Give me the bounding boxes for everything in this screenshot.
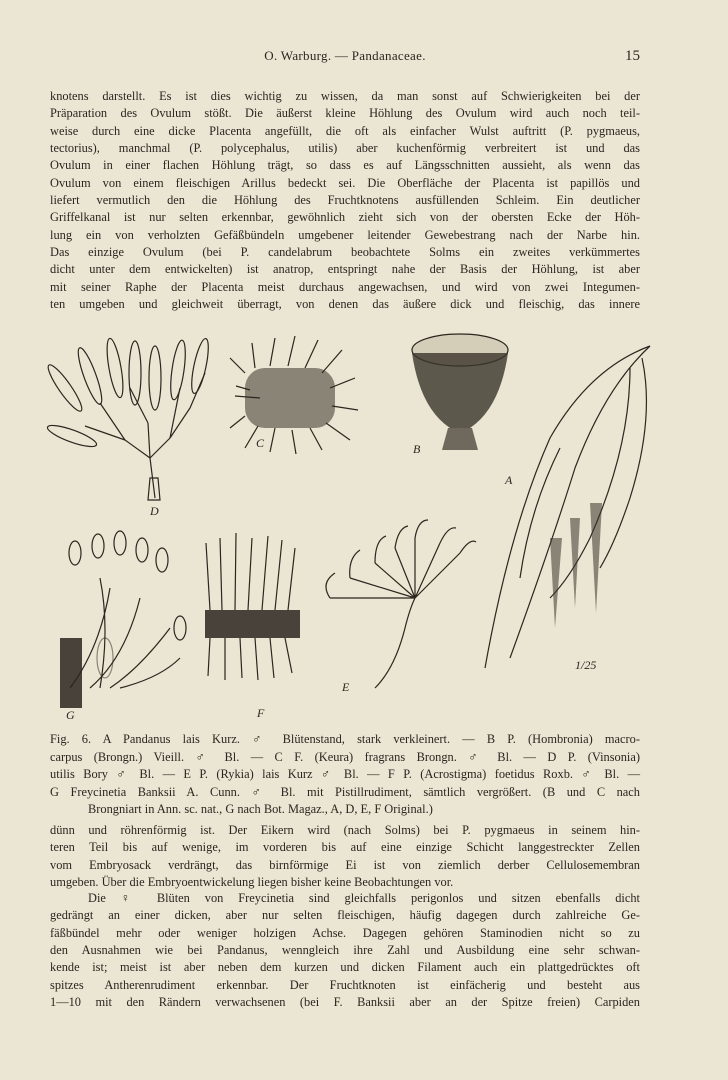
text-line: Präparation des Ovulum stößt. Die äußerst kleine Höhlung des Ovulum wird auch noch teil- [50,106,640,121]
text-line: dünn und röhrenförmig ist. Der Eikern wird (nach Solms) bei P. pygmaeus in seinem hin- [50,823,640,837]
flower-f-drawing [205,533,300,680]
figure-letter-g: G [66,708,75,722]
text-line: mit seiner Raphe der Placenta meist durchaus angewachsen, und wird von zwei Integumen- [50,279,640,294]
text-line: kende ist; meist ist aber neben dem kurzen und dicken Filament auch ein plattgedrücktes oft [50,960,640,975]
flower-g-drawing [60,531,186,708]
scale-annotation: 1/25 [575,658,597,672]
figure-letter-c: C [256,436,265,450]
text-line: dicht unter dem entwickelten) ist anatrop, entspringt nahe der Basis der Höhlung, ist aber [50,262,640,277]
flower-b-drawing [412,334,508,450]
text-line: weise durch eine dicke Placenta angefüllt, die oft als einfacher Wulst auftritt (P. pygmaeus, [50,123,640,138]
running-head: O. Warburg. — Pandanaceae. [264,48,426,63]
text-line: Ovulum von einem fleischigen Arillus bedeckt sei. Die Oberfläche der Placenta ist papillös und [50,175,640,190]
flower-c-drawing [230,336,358,454]
figure-letter-e: E [342,680,350,694]
text-line: gedrängt an einer dicken, aber nur selten fleischigen, häufig dagegen durch zahlreiche Ge- [50,908,640,923]
text-line: tectorius), manchmal (P. polycephalus, utilis) aber kuchenförmig verbreitert ist und das [50,141,640,156]
figure-letter-f: F [257,706,265,720]
body-paragraph-bottom-1 [50,822,640,891]
text-line: Das einzige Ovulum (bei P. candelabrum beobachtete Solms ein zweites verkümmertes [50,245,640,260]
text-line: Die ♀ Blüten von Freycinetia sind gleichfalls perigonlos und sitzen ebenfalls dicht [88,891,640,905]
text-line: liefert vermutlich den die Höhlung des Fruchtknotens ausfüllenden Schleim. Ein deutlicher [50,193,640,208]
text-line: den Ausnahmen wie bei Pandanus, wenngleich ihre Zahl und Ausbildung eine sehr schwan- [50,943,640,958]
figure-6-illustration [30,328,670,720]
inflorescence-a-drawing [485,346,650,668]
page-number: 15 [625,48,640,64]
caption-line: carpus (Brongn.) Vieill. ♂ Bl. — C F. (Keura) fragrans Brongn. ♂ Bl. — D P. (Vinsonia) [50,749,640,764]
page-header [50,48,640,68]
caption-line: utilis Bory ♂ Bl. — E P. (Rykia) lais Kurz ♂ Bl. — F P. (Acrostigma) foetidus Roxb. ♂ Bl. — [50,767,640,782]
text-line: ten umgeben und gleichweit überragt, von denen das äußere dick und fleischig, das innere [50,297,640,312]
text-line: teren Teil bis auf wenige, im vorderen bis auf eine einzige Schicht langgestreckter Zellen [50,840,640,855]
text-line: lung ein von verholzten Gefäßbündeln umgebener leitender Gewebestrang nach der Narbe hin. [50,227,640,242]
text-line: umgeben. Über die Embryoentwickelung liegen bisher keine Beobachtungen vor. [50,875,454,890]
figure-letter-d: D [150,504,159,518]
caption-line: Brongniart in Ann. sc. nat., G nach Bot. Magaz., A, D, E, F Original.) [88,802,433,817]
text-line: knotens darstellt. Es ist dies wichtig zu wissen, da man sonst auf Schwierigkeiten bei der [50,89,640,103]
botanical-engravings [30,328,670,720]
figure-caption [50,731,640,819]
text-line: vom Embryosack verdrängt, das birnförmige Ei ist von ziemlich derber Cellulosemembran [50,857,640,872]
body-paragraph-top [50,88,640,313]
caption-line: Fig. 6. A Pandanus lais Kurz. ♂ Blütenstand, stark verkleinert. — B P. (Hombronia) macro- [50,732,640,746]
caption-line: G Freycinetia Banksii A. Cunn. ♂ Bl. mit Pistillrudiment, sämtlich vergrößert. (B und C nach [50,784,640,799]
figure-letter-a: A [505,473,513,487]
body-paragraph-bottom-2 [50,890,640,1011]
text-line: 1—10 mit den Rändern verwachsenen (bei F. Banksii aber an der Spitze freien) Carpiden [50,995,640,1010]
text-line: Griffelkanal ist nur selten erkennbar, gewöhnlich zieht sich von der obersten Ecke der Höh- [50,210,640,225]
flower-e-drawing [326,520,476,688]
text-line: Ovulum in einer flachen Höhlung trägt, so dass es auf Längsschnitten aussieht, als wenn das [50,158,640,173]
text-line: fäßbündel mehr oder weniger holzigen Achse. Dagegen gehören Staminodien nicht so zu [50,925,640,940]
flower-d-drawing [44,337,212,500]
text-line: spitzes Antherenrudiment erkennbar. Der Fruchtknoten ist einfächerig und besteht aus [50,977,640,992]
figure-letter-b: B [413,442,421,456]
